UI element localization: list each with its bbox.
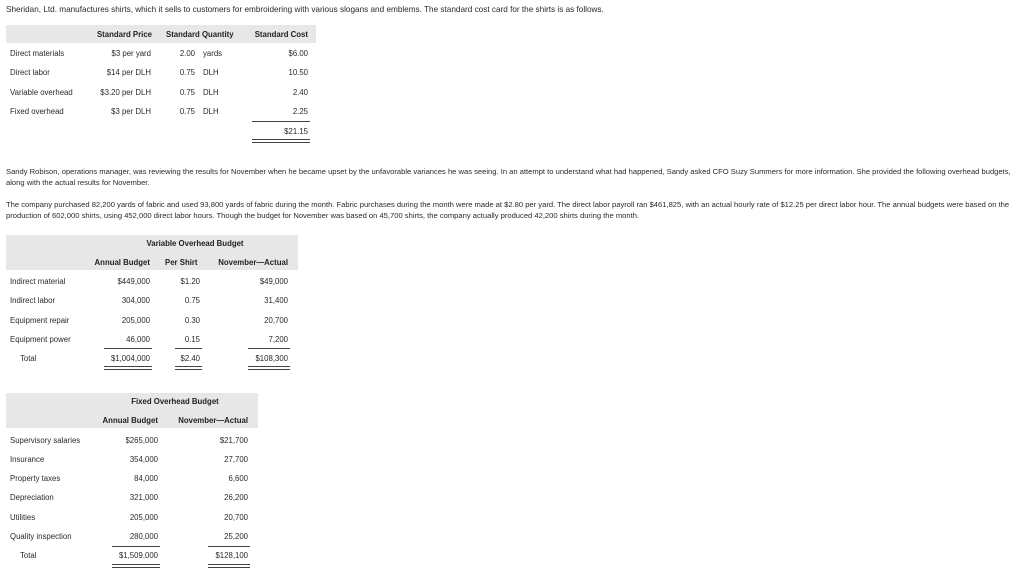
actual-cell: 31,400: [264, 296, 288, 305]
total-double-rule: [112, 564, 160, 568]
subtotal-rule: [112, 546, 160, 547]
subtotal-rule: [175, 348, 202, 349]
subtotal-rule: [248, 348, 290, 349]
cost-cell: 2.40: [292, 88, 308, 97]
paragraph-production: The company purchased 82,200 yards of fabric and used 93,800 yards of fabric during the month. Fabric purchases during the month were made at $2.80 per yard. The direct labor payroll ran $461,825, with an actual hourly rate of $12.25 per direct labor hour. The annual budgets were based on the production of 602,000 shirts, using 452,000 direct labor hours. Though the budget for November was based on 45,700 shirts, the company actually produced 42,200 shirts during the month.: [6, 200, 1010, 220]
annual-budget-header: Annual Budget: [94, 258, 150, 267]
actual-cell: 25,200: [224, 532, 248, 541]
annual-total-cell: $1,004,000: [110, 354, 150, 363]
row-label: Fixed overhead: [10, 107, 64, 116]
annual-cell: 84,000: [134, 474, 158, 483]
annual-cell: 205,000: [129, 513, 158, 522]
qty-cell: 2.00: [179, 49, 195, 58]
annual-cell: 205,000: [121, 316, 150, 325]
annual-cell: 304,000: [121, 296, 150, 305]
total-double-rule: [248, 366, 290, 370]
actual-total-cell: $128,100: [215, 551, 248, 560]
annual-cell: 280,000: [129, 532, 158, 541]
cost-cell: 2.25: [292, 107, 308, 116]
actual-cell: $49,000: [259, 277, 288, 286]
qty-cell: 0.75: [179, 88, 195, 97]
per-shirt-cell: 0.75: [184, 296, 200, 305]
cost-cell: 10.50: [288, 68, 308, 77]
per-shirt-cell: 0.30: [184, 316, 200, 325]
total-cost-cell: $21.15: [284, 127, 308, 136]
annual-cell: $265,000: [125, 436, 158, 445]
total-label: Total: [20, 354, 37, 363]
row-label: Variable overhead: [10, 88, 73, 97]
actual-cell: 20,700: [224, 513, 248, 522]
per-shirt-cell: 0.15: [184, 335, 200, 344]
annual-budget-header: Annual Budget: [102, 416, 158, 425]
unit-cell: DLH: [203, 68, 219, 77]
price-cell: $3.20 per DLH: [100, 88, 151, 97]
cost-cell: $6.00: [288, 49, 308, 58]
actual-cell: 27,700: [224, 455, 248, 464]
row-label: Equipment power: [10, 335, 71, 344]
total-double-rule: [208, 564, 250, 568]
actual-cell: $21,700: [219, 436, 248, 445]
november-actual-header: November—Actual: [218, 258, 288, 267]
actual-total-cell: $108,300: [255, 354, 288, 363]
unit-cell: DLH: [203, 107, 219, 116]
subtotal-rule: [104, 348, 152, 349]
annual-cell: 321,000: [129, 493, 158, 502]
per-shirt-total-cell: $2.40: [180, 354, 200, 363]
row-label: Utilities: [10, 513, 36, 522]
paragraph-robison: Sandy Robison, operations manager, was reviewing the results for November when he became upset by the unfavorable variances he was seeing. In an attempt to understand what had happened, Sandy asked CFO Suzy Summers for more information. She provided the following overhead budgets, along with the actual results for November.: [6, 167, 1011, 187]
standard-quantity-header: Standard Quantity: [166, 30, 234, 39]
unit-cell: DLH: [203, 88, 219, 97]
november-actual-header: November—Actual: [178, 416, 248, 425]
total-double-rule: [175, 366, 202, 370]
subtotal-rule: [208, 546, 250, 547]
row-label: Quality inspection: [10, 532, 72, 541]
row-label: Insurance: [10, 455, 45, 464]
qty-cell: 0.75: [179, 68, 195, 77]
total-double-rule: [104, 366, 152, 370]
unit-cell: yards: [203, 49, 223, 58]
per-shirt-cell: $1.20: [180, 277, 200, 286]
price-cell: $3 per yard: [111, 49, 151, 58]
row-label: Indirect labor: [10, 296, 56, 305]
row-label: Direct materials: [10, 49, 65, 58]
annual-total-cell: $1,509,000: [118, 551, 158, 560]
intro-text: Sheridan, Ltd. manufactures shirts, which it sells to customers for embroidering with various slogans and emblems. The standard cost card for the shirts is as follows.: [6, 5, 604, 14]
per-shirt-header: Per Shirt: [165, 258, 198, 267]
fixed-overhead-title: Fixed Overhead Budget: [131, 397, 219, 406]
qty-cell: 0.75: [179, 107, 195, 116]
annual-cell: $449,000: [117, 277, 150, 286]
total-double-rule: [252, 139, 310, 143]
price-cell: $14 per DLH: [106, 68, 151, 77]
price-cell: $3 per DLH: [111, 107, 151, 116]
actual-cell: 7,200: [268, 335, 288, 344]
row-label: Property taxes: [10, 474, 61, 483]
actual-cell: 20,700: [264, 316, 288, 325]
row-label: Direct labor: [10, 68, 50, 77]
annual-cell: 354,000: [129, 455, 158, 464]
row-label: Depreciation: [10, 493, 54, 502]
actual-cell: 6,600: [228, 474, 248, 483]
actual-cell: 26,200: [224, 493, 248, 502]
standard-cost-header: Standard Cost: [254, 30, 308, 39]
standard-price-header: Standard Price: [96, 30, 152, 39]
total-label: Total: [20, 551, 37, 560]
variable-overhead-title: Variable Overhead Budget: [146, 239, 244, 248]
subtotal-rule: [252, 121, 310, 122]
annual-cell: 46,000: [126, 335, 150, 344]
row-label: Indirect material: [10, 277, 66, 286]
row-label: Equipment repair: [10, 316, 70, 325]
row-label: Supervisory salaries: [10, 436, 81, 445]
